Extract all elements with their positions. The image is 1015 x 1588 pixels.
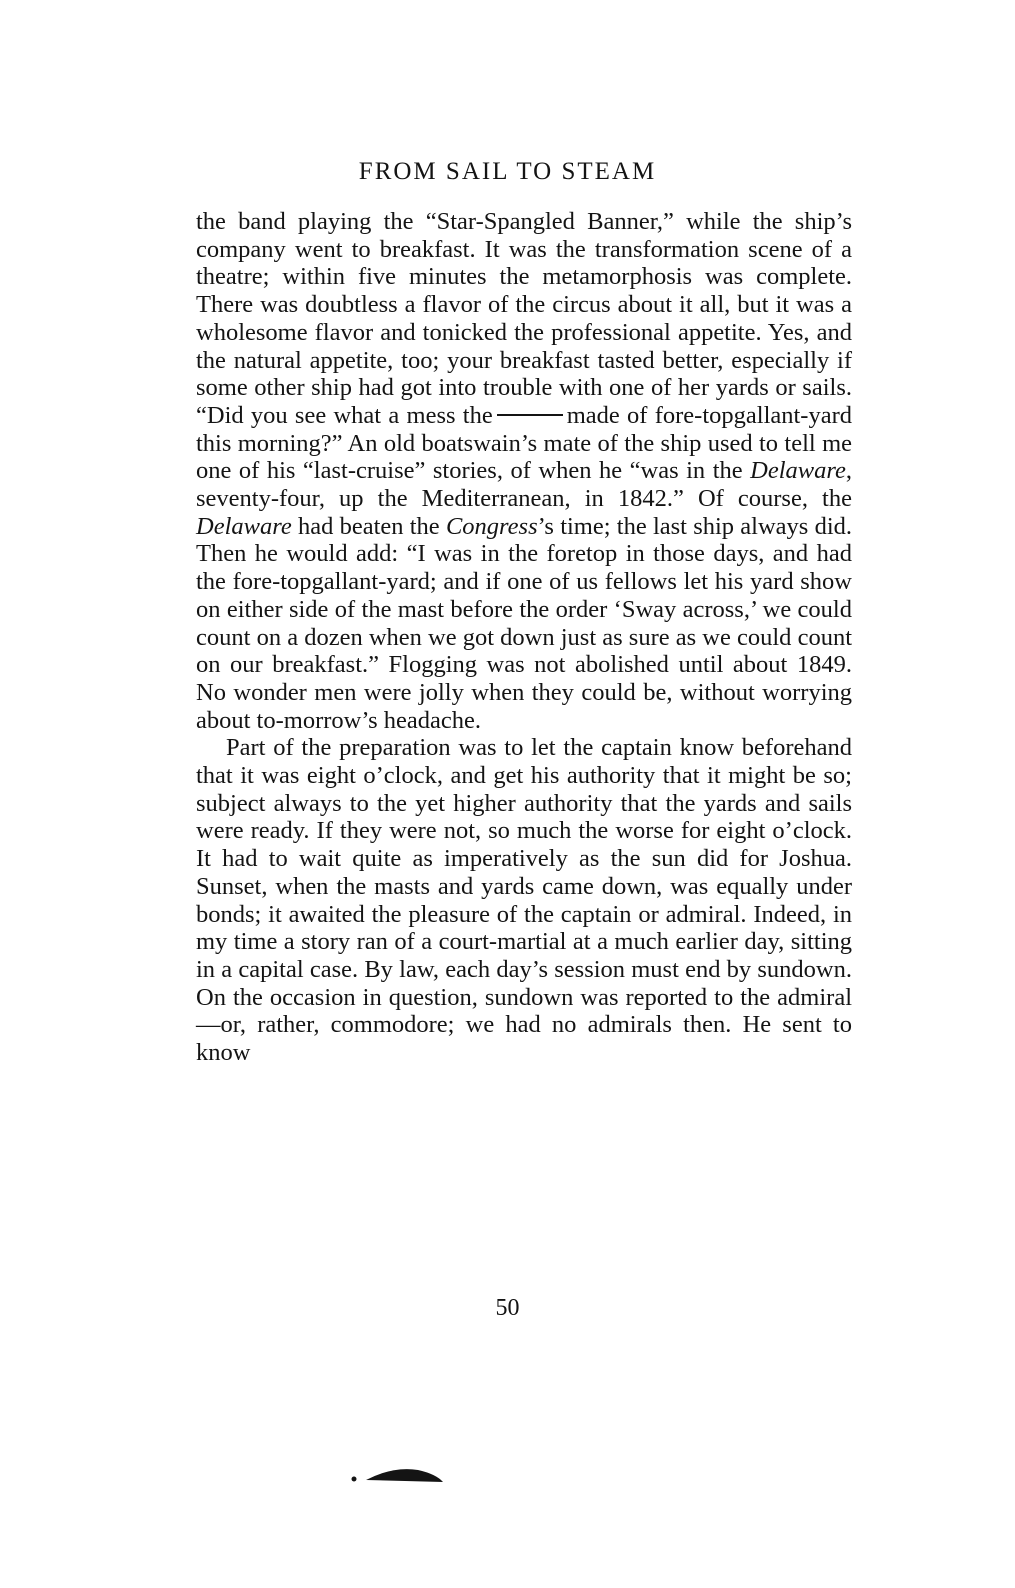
ship-name: Congress <box>445 512 538 540</box>
em-dash-blank <box>497 414 563 416</box>
text-segment: ’s time; the last ship always did. Then he would add: “I was in the foretop in those days, and had the fore-topgallant-yard; and if one of us fellows let his yard show on either side of the mast before the order ‘Sway across,’ we could count on a dozen when we got down just as sure as we could count on our breakfast.” Flogging was not abolished until about 1849. No wonder men were jolly when they could be, without worrying about to-morrow’s headache. <box>196 512 853 734</box>
body-text <box>196 208 852 1067</box>
ship-name: Delaware <box>196 512 292 540</box>
text-segment: the band playing the “Star-Spangled Banner,” while the ship’s company went to breakfast. It was the transformation scene of a theatre; within five minutes the metamorphosis was complete. There was doubtless a flavor of the circus about it all, but it was a wholesome flavor and tonicked the professional appetite. Yes, and the natural appetite, too; your breakfast tasted better, especially if some other ship had got into trouble with one of her yards or sails. “Did you see what a mess the <box>196 208 852 429</box>
text-segment: had beaten the <box>297 512 440 540</box>
paragraph: Part of the preparation was to let the captain know beforehand that it was eight o’clock, and get his authority that it might be so; subject always to the yet higher authority that the yards and sails were ready. If they were not, so much the worse for eight o’clock. It had to wait quite as imperatively as the sun did for Joshua. Sunset, when the masts and yards came down, was equally under bonds; it awaited the pleasure of the captain or admiral. Indeed, in my time a story ran of a court-martial at a much earlier day, sitting in a capital case. By law, each day’s session must end by sundown. On the occasion in question, sundown was reported to the admiral—or, rather, commodore; we had no admirals then. He sent to know <box>196 734 852 1067</box>
page-number: 50 <box>495 1295 520 1321</box>
text-segment: made of fore-topgallant-yard this morning?” An old boatswain’s mate of the ship used to tell me one of his “last-cruise” stories, of when he “was in the <box>196 401 852 485</box>
running-header: FROM SAIL TO STEAM <box>358 158 657 185</box>
paragraph <box>196 208 852 734</box>
text-segment: , seventy-four, up the Mediterranean, in 1842.” Of course, the <box>196 457 853 513</box>
ship-name: Delaware <box>750 457 846 485</box>
ink-blot <box>348 1462 448 1484</box>
